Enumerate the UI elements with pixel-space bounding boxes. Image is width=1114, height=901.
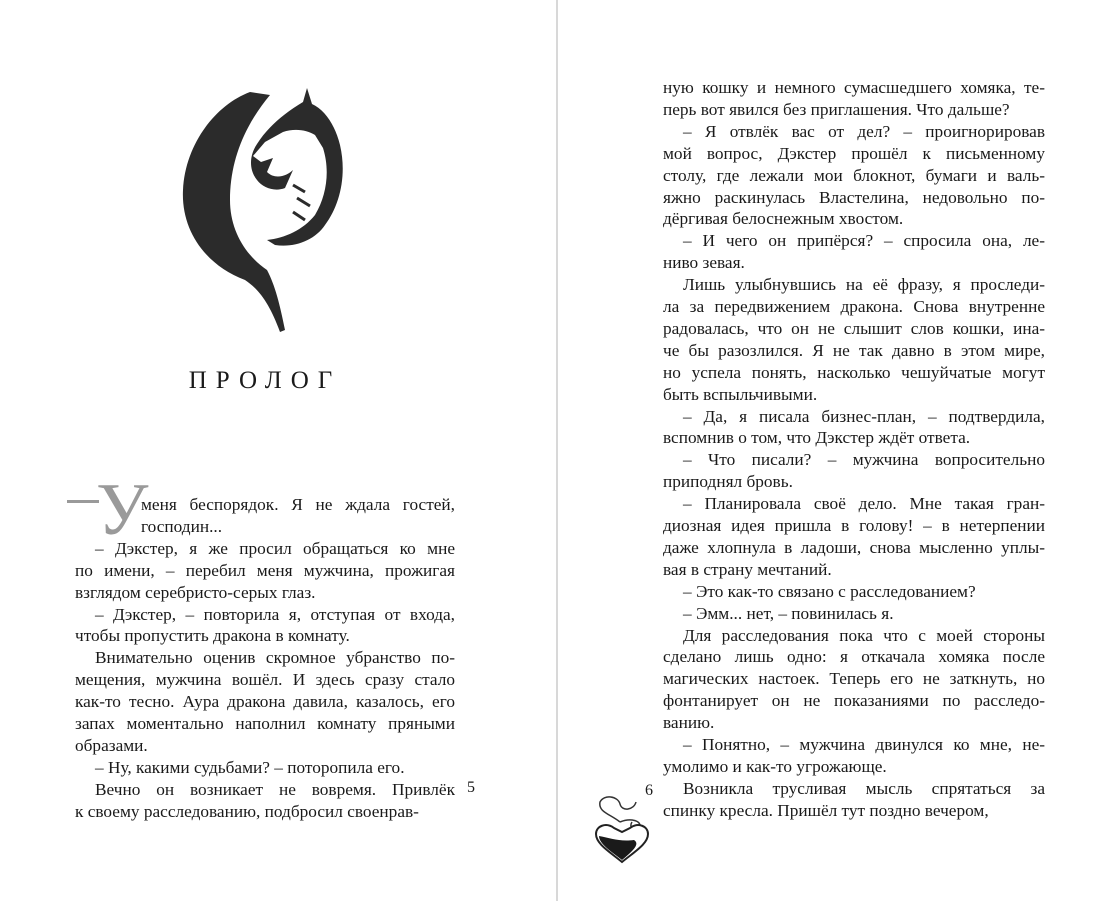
text-line: радовалась, что он не слышит слов кошки, ина-: [663, 318, 1045, 338]
text-line: – Дэкстер, я же просил обращаться ко мне: [95, 538, 455, 558]
text-line: яжно раскинулась Властелина, недовольно по-: [663, 187, 1045, 207]
text-line: – Понятно, – мужчина двинулся ко мне, не-: [683, 735, 1045, 754]
text-line: вспомнив о том, что Дэкстер ждёт ответа.: [663, 428, 971, 448]
text-line: быть вспыльчивыми.: [663, 384, 818, 404]
text-line: Внимательно оценив скромное убранство по-: [95, 648, 455, 668]
text-line: как-то тесно. Аура дракона давила, казалось, его: [75, 692, 455, 712]
text-line: – Эмм... нет, – повинилась я.: [683, 603, 894, 623]
chapter-title: ПРОЛОГ: [188, 367, 342, 394]
text-line: столу, где лежали мои блокнот, бумаги и валь-: [663, 165, 1045, 185]
text-line: магических настоек. Теперь его не заткнуть, но: [663, 669, 1045, 689]
right-page: [558, 0, 1114, 901]
text-line: – Я отвлёк вас от дел? – проигнорировав: [683, 121, 1045, 141]
text-line: – И чего он припёрся? – спросила она, ле-: [683, 231, 1045, 251]
text-line: чтобы пропустить дракона в комнату.: [75, 626, 350, 646]
text-line: че бы разозлился. Я не так давно в этом мире,: [663, 340, 1045, 360]
text-line: – Это как-то связано с расследованием?: [683, 581, 976, 601]
text-line: запах моментально наполнил комнату пряными: [75, 714, 455, 733]
drop-cap-dash: [67, 500, 99, 503]
text-line: Для расследования пока что с моей стороны: [683, 625, 1045, 645]
text-line: мой вопрос, Дэкстер прошёл к письменному: [663, 143, 1045, 163]
text-line: – Дэкстер, – повторила я, отступая от входа,: [95, 604, 455, 624]
text-line: перь вот явился без приглашения. Что дальше?: [663, 99, 1010, 119]
page-number-right: 6: [645, 782, 653, 799]
text-line: Возникла трусливая мысль спрятаться за: [683, 778, 1045, 798]
text-line: по имени, – перебил меня мужчина, прожигая: [75, 560, 455, 580]
text-line: диозная идея пришла в голову! – в нетерпении: [663, 516, 1045, 535]
text-line: к своему расследованию, подбросил своенрав-: [75, 801, 419, 821]
text-line: дёргивая белоснежным хвостом.: [663, 209, 904, 229]
text-line: – Да, я писала бизнес-план, – подтвердила,: [683, 406, 1045, 426]
text-line: спинку кресла. Пришёл тут поздно вечером,: [663, 800, 989, 820]
text-line: вая в страну мечтаний.: [663, 559, 832, 579]
text-line: господин...: [141, 516, 223, 536]
text-line: меня беспорядок. Я не ждала гостей,: [141, 495, 455, 514]
text-line: приподнял бровь.: [663, 472, 793, 492]
potion-heart-icon: [590, 792, 654, 866]
text-line: взглядом серебристо-серых глаз.: [75, 582, 316, 602]
text-line: ную кошку и немного сумасшедшего хомяка, те-: [663, 78, 1045, 97]
text-line: – Ну, какими судьбами? – поторопила его.: [95, 757, 405, 777]
text-line: образами.: [75, 735, 148, 755]
text-line: но успела понять, насколько чешуйчатые могут: [663, 362, 1045, 382]
dragon-emblem-icon: [175, 80, 355, 335]
text-line: сделано лишь одно: я откачала хомяка после: [663, 647, 1045, 667]
text-line: даже хлопнула в ладоши, снова мысленно уплы-: [663, 537, 1045, 557]
text-line: ниво зевая.: [663, 253, 745, 273]
text-line: Вечно он возникает не вовремя. Привлёк: [95, 779, 455, 799]
text-line: мещения, мужчина вошёл. И здесь сразу стало: [75, 670, 455, 690]
text-line: умолимо и как-то угрожающе.: [663, 756, 887, 776]
page-number-left: 5: [467, 779, 475, 796]
text-line: Лишь улыбнувшись на её фразу, я проследи-: [683, 275, 1045, 295]
text-line: ванию.: [663, 713, 715, 733]
text-line: ла за передвижением дракона. Снова внутренне: [663, 297, 1045, 316]
text-line: – Планировала своё дело. Мне такая гран-: [683, 494, 1045, 514]
text-line: – Что писали? – мужчина вопросительно: [683, 450, 1045, 470]
text-line: фонтанирует он не показаниями по расследо-: [663, 691, 1045, 711]
drop-cap: У: [96, 469, 149, 551]
